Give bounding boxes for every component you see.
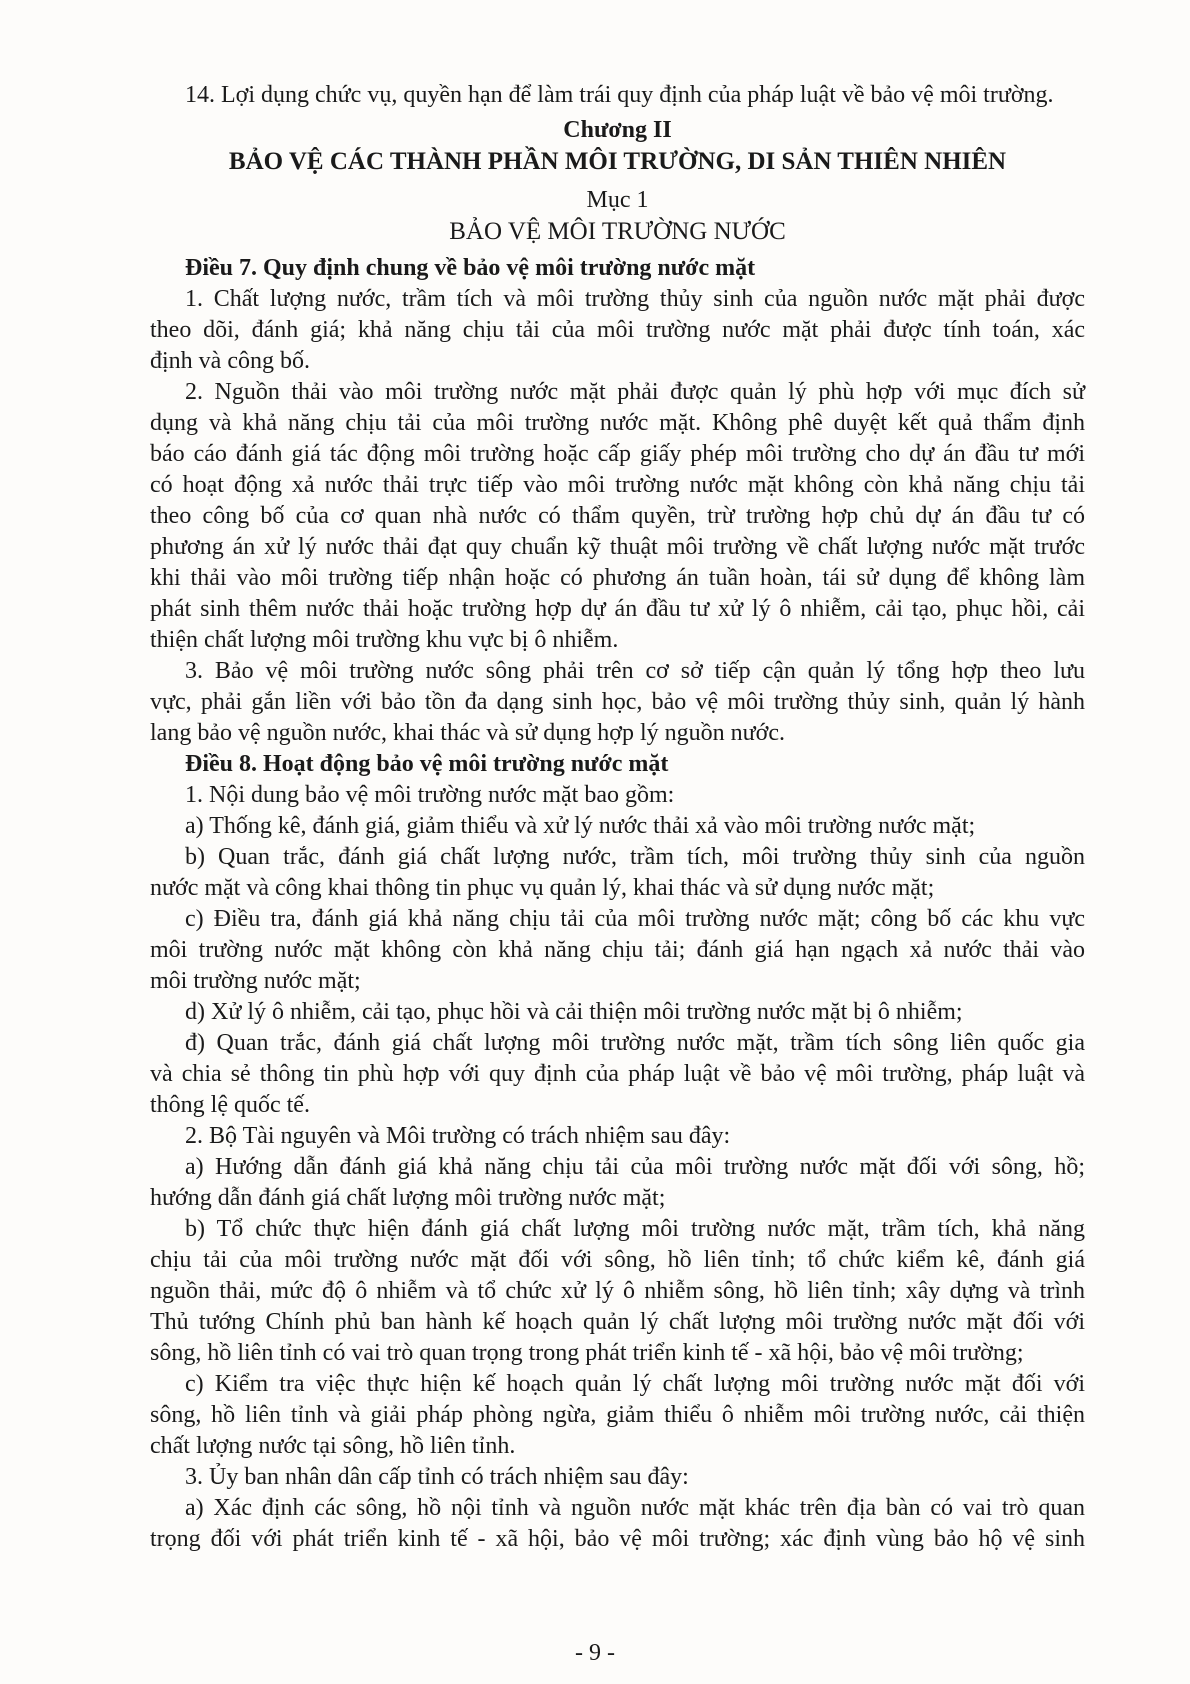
text-line: 1. Nội dung bảo vệ môi trường nước mặt bao gồm: bbox=[185, 782, 675, 808]
article-8-item-1a bbox=[150, 811, 1085, 842]
text-line: 2. Bộ Tài nguyên và Môi trường có trách nhiệm sau đây: bbox=[185, 1123, 731, 1149]
article-8-paragraph-2 bbox=[150, 1121, 1085, 1152]
text-line: đ) Quan trắc, đánh giá chất lượng môi trường nước mặt, trầm tích sông liên quốc gia bbox=[185, 1030, 1085, 1056]
section-label: Mục 1 bbox=[586, 187, 649, 213]
article-8-item-1c bbox=[150, 904, 1085, 997]
text-line: b) Tổ chức thực hiện đánh giá chất lượng môi trường nước mặt, trầm tích, khả năng bbox=[185, 1216, 1085, 1242]
text-line: vực, phải gắn liền với bảo tồn đa dạng sinh học, bảo vệ môi trường thủy sinh, quản lý hành bbox=[150, 689, 1085, 715]
text-line: b) Quan trắc, đánh giá chất lượng nước, trầm tích, môi trường thủy sinh của nguồn bbox=[185, 844, 1085, 870]
article-8-title: Điều 8. Hoạt động bảo vệ môi trường nước mặt bbox=[185, 751, 669, 777]
intro-line: 14. Lợi dụng chức vụ, quyền hạn để làm trái quy định của pháp luật về bảo vệ môi trường. bbox=[185, 82, 1054, 108]
text-line: nguồn thải, mức độ ô nhiễm và tổ chức xử lý ô nhiễm sông, hồ liên tỉnh; xây dựng và trình bbox=[150, 1278, 1085, 1304]
text-line: môi trường nước mặt không còn khả năng chịu tải; đánh giá hạn ngạch xả nước thải vào bbox=[150, 937, 1085, 963]
text-line: lang bảo vệ nguồn nước, khai thác và sử dụng hợp lý nguồn nước. bbox=[150, 720, 785, 746]
article-8-paragraph-1 bbox=[150, 780, 1085, 811]
text-line: 3. Bảo vệ môi trường nước sông phải trên cơ sở tiếp cận quản lý tổng hợp theo lưu bbox=[185, 658, 1085, 684]
text-line: d) Xử lý ô nhiễm, cải tạo, phục hồi và cải thiện môi trường nước mặt bị ô nhiễm; bbox=[185, 999, 963, 1025]
article-8-item-3a bbox=[150, 1493, 1085, 1555]
text-line: và chia sẻ thông tin phù hợp với quy định của pháp luật về bảo vệ môi trường, pháp luật và bbox=[150, 1061, 1085, 1087]
article-8-item-1b bbox=[150, 842, 1085, 904]
text-line: chất lượng nước tại sông, hồ liên tỉnh. bbox=[150, 1433, 516, 1459]
text-line: thông lệ quốc tế. bbox=[150, 1092, 310, 1118]
article-7-paragraph-1 bbox=[150, 284, 1085, 377]
text-line: định và công bố. bbox=[150, 348, 310, 374]
text-line: 3. Ủy ban nhân dân cấp tỉnh có trách nhiệm sau đây: bbox=[185, 1464, 689, 1490]
text-line: c) Kiểm tra việc thực hiện kế hoạch quản lý chất lượng môi trường nước mặt đối với bbox=[185, 1371, 1085, 1397]
text-line: dụng và khả năng chịu tải của môi trường nước mặt. Không phê duyệt kết quả thẩm định bbox=[150, 410, 1085, 436]
article-7-paragraph-2 bbox=[150, 377, 1085, 656]
chapter-label: Chương II bbox=[563, 117, 672, 143]
article-8-paragraph-3 bbox=[150, 1462, 1085, 1493]
article-8-item-1dd bbox=[150, 1028, 1085, 1121]
article-8-item-2b bbox=[150, 1214, 1085, 1369]
page-number: - 9 - bbox=[575, 1640, 615, 1666]
text-line: 2. Nguồn thải vào môi trường nước mặt phải được quản lý phù hợp với mục đích sử bbox=[185, 379, 1085, 405]
text-line: chịu tải của môi trường nước mặt đối với sông, hồ liên tỉnh; tổ chức kiểm kê, đánh giá bbox=[150, 1247, 1085, 1273]
text-line: báo cáo đánh giá tác động môi trường hoặc cấp giấy phép môi trường cho dự án đầu tư mới bbox=[150, 441, 1085, 467]
text-line: nước mặt và công khai thông tin phục vụ quản lý, khai thác và sử dụng nước mặt; bbox=[150, 875, 935, 901]
text-line: a) Hướng dẫn đánh giá khả năng chịu tải của môi trường nước mặt đối với sông, hồ; bbox=[185, 1154, 1085, 1180]
text-line: sông, hồ liên tỉnh và giải pháp phòng ngừa, giảm thiểu ô nhiễm môi trường nước, cải thiện bbox=[150, 1402, 1085, 1428]
chapter-title: BẢO VỆ CÁC THÀNH PHẦN MÔI TRƯỜNG, DI SẢN THIÊN NHIÊN bbox=[228, 148, 1007, 175]
text-line: sông, hồ liên tỉnh có vai trò quan trọng trong phát triển kinh tế - xã hội, bảo vệ môi trường; bbox=[150, 1340, 1024, 1366]
text-line: a) Xác định các sông, hồ nội tỉnh và nguồn nước mặt khác trên địa bàn có vai trò quan bbox=[185, 1495, 1085, 1521]
text-line: thiện chất lượng môi trường khu vực bị ô nhiễm. bbox=[150, 627, 619, 653]
article-8-item-1d bbox=[150, 997, 1085, 1028]
text-line: có hoạt động xả nước thải trực tiếp vào môi trường nước mặt không còn khả năng chịu tải bbox=[150, 472, 1085, 498]
article-7-paragraph-3 bbox=[150, 656, 1085, 749]
text-line: theo công bố của cơ quan nhà nước có thẩm quyền, trừ trường hợp chủ dự án đầu tư có bbox=[150, 503, 1085, 529]
article-8-item-2c bbox=[150, 1369, 1085, 1462]
text-line: theo dõi, đánh giá; khả năng chịu tải của môi trường nước mặt phải được tính toán, xác bbox=[150, 317, 1085, 343]
text-line: c) Điều tra, đánh giá khả năng chịu tải của môi trường nước mặt; công bố các khu vực bbox=[185, 906, 1085, 932]
text-line: trọng đối với phát triển kinh tế - xã hội, bảo vệ môi trường; xác định vùng bảo hộ vệ sinh bbox=[150, 1526, 1085, 1552]
text-line: Thủ tướng Chính phủ ban hành kế hoạch quản lý chất lượng môi trường nước mặt đối với bbox=[150, 1309, 1085, 1335]
text-line: 1. Chất lượng nước, trầm tích và môi trường thủy sinh của nguồn nước mặt phải được bbox=[185, 286, 1085, 312]
article-8-item-2a bbox=[150, 1152, 1085, 1214]
text-line: khi thải vào môi trường tiếp nhận hoặc có phương án tuần hoàn, tái sử dụng để không làm bbox=[150, 565, 1085, 591]
text-line: hướng dẫn đánh giá chất lượng môi trường nước mặt; bbox=[150, 1185, 666, 1211]
document-page bbox=[150, 80, 1085, 1555]
section-title: BẢO VỆ MÔI TRƯỜNG NƯỚC bbox=[449, 218, 786, 245]
text-line: môi trường nước mặt; bbox=[150, 968, 361, 994]
article-7-title: Điều 7. Quy định chung về bảo vệ môi trường nước mặt bbox=[185, 255, 756, 281]
text-line: phương án xử lý nước thải đạt quy chuẩn kỹ thuật môi trường về chất lượng nước mặt trước bbox=[150, 534, 1085, 560]
text-line: a) Thống kê, đánh giá, giảm thiểu và xử lý nước thải xả vào môi trường nước mặt; bbox=[185, 813, 976, 839]
text-line: phát sinh thêm nước thải hoặc trường hợp dự án đầu tư xử lý ô nhiễm, cải tạo, phục hồi, cải bbox=[150, 596, 1085, 622]
